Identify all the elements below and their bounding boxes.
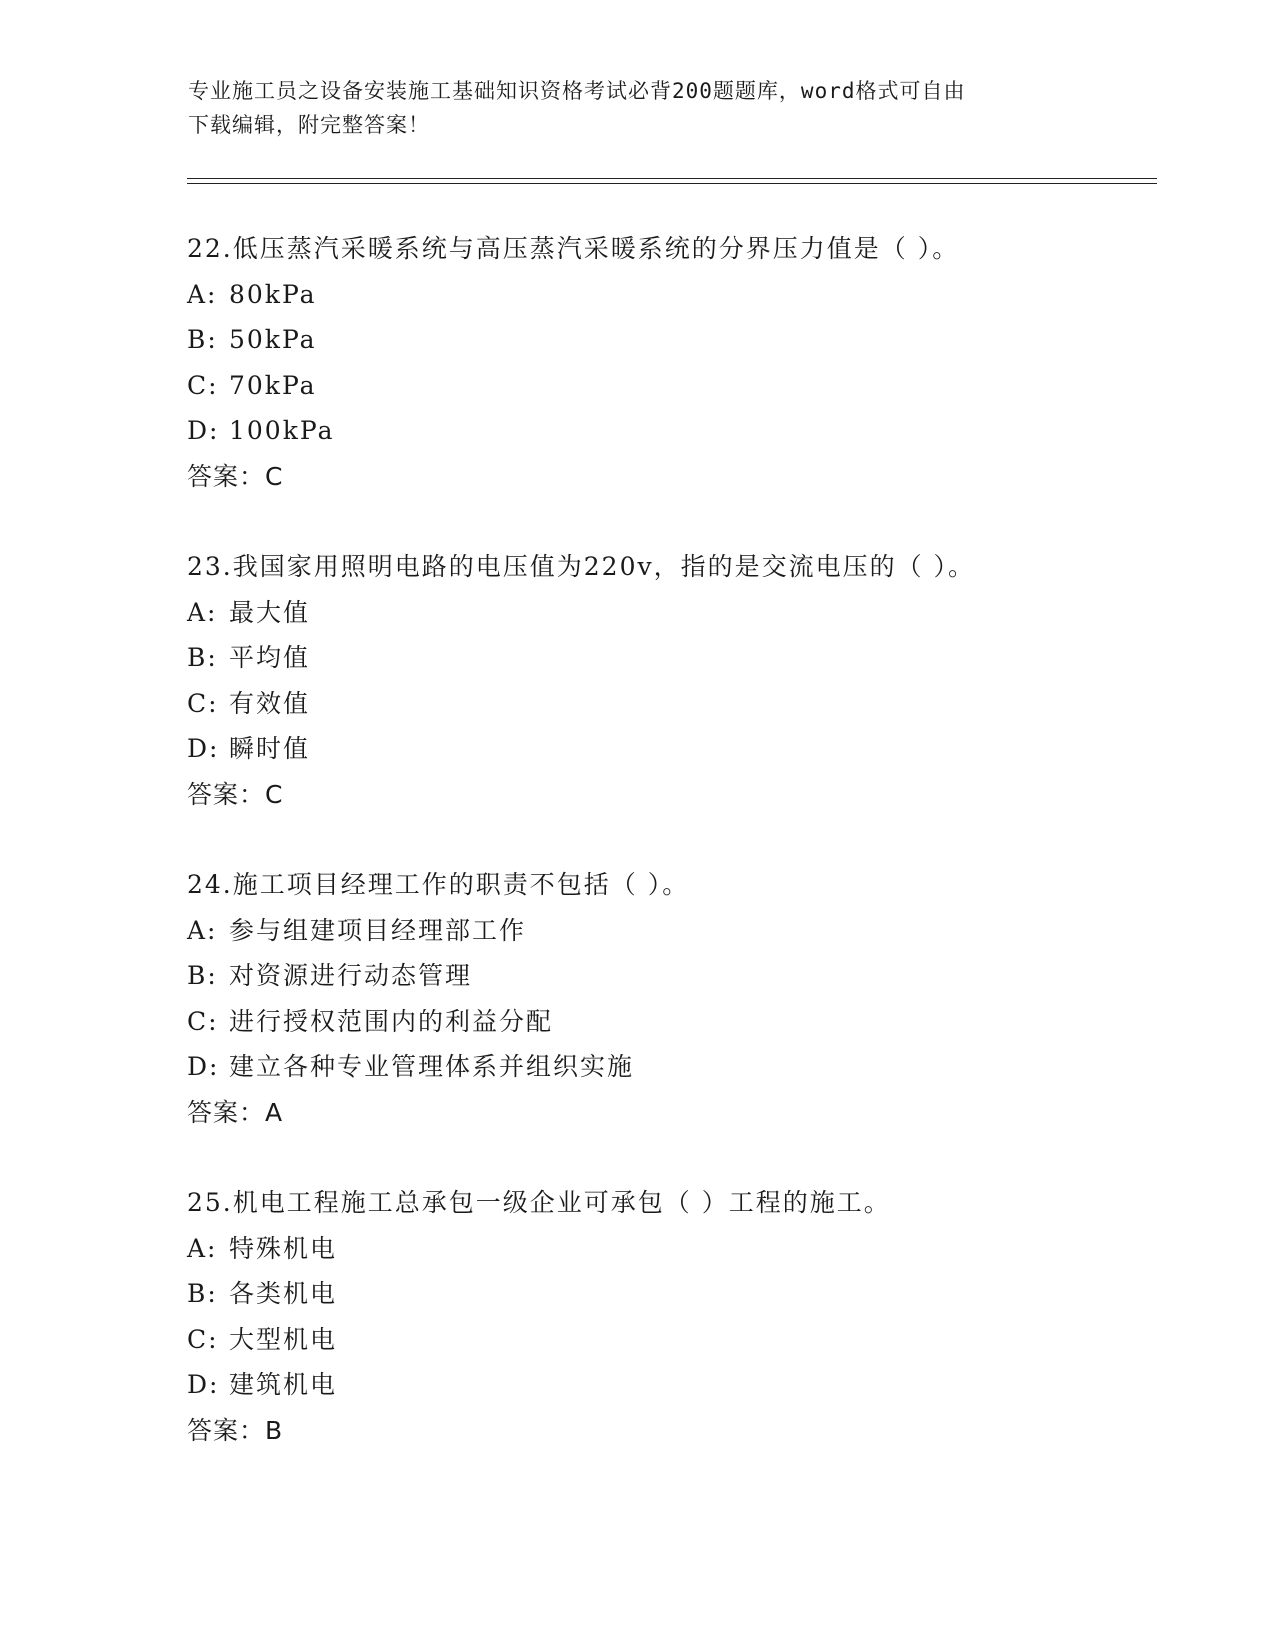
option-key: C: — [187, 1006, 219, 1036]
option-key: B: — [187, 643, 218, 672]
option-text: 对资源进行动态管理 — [229, 961, 473, 990]
option-d — [187, 408, 1167, 454]
option-key: B: — [187, 325, 218, 354]
question-22 — [187, 226, 1167, 499]
option-d — [187, 1044, 1167, 1090]
answer-line: 答案：C — [187, 779, 284, 809]
document-header — [188, 74, 1088, 142]
option-text: 平均值 — [229, 643, 311, 672]
option-key: A: — [187, 1233, 218, 1263]
option-text: 建筑机电 — [229, 1370, 338, 1399]
option-text: 各类机电 — [229, 1279, 338, 1308]
option-b — [187, 953, 1167, 999]
option-text: 最大值 — [229, 597, 311, 627]
option-text: 瞬时值 — [229, 734, 311, 763]
option-key: D: — [187, 734, 220, 763]
option-a — [187, 1226, 1167, 1272]
header-divider-top — [187, 178, 1157, 179]
answer-line: 答案：C — [187, 461, 284, 491]
question-stem: 25.机电工程施工总承包一级企业可承包（ ）工程的施工。 — [187, 1188, 891, 1217]
option-c — [187, 681, 1167, 727]
header-line-1: 专业施工员之设备安装施工基础知识资格考试必背200题题库，word格式可自由 — [188, 79, 966, 103]
option-d — [187, 1362, 1167, 1408]
option-key: B: — [187, 1279, 218, 1308]
option-c — [187, 999, 1167, 1045]
option-text: 50kPa — [229, 325, 317, 354]
option-d — [187, 726, 1167, 772]
header-divider-bottom — [187, 183, 1157, 184]
header-line-2: 下载编辑，附完整答案！ — [188, 113, 430, 137]
option-a — [187, 590, 1167, 636]
option-b — [187, 635, 1167, 681]
question-24 — [187, 862, 1167, 1135]
option-text: 有效值 — [229, 688, 311, 718]
option-key: C: — [187, 370, 219, 400]
option-text: 80kPa — [229, 279, 317, 309]
option-key: A: — [187, 597, 218, 627]
question-23 — [187, 544, 1167, 817]
answer-line: 答案：A — [187, 1097, 284, 1127]
option-a — [187, 272, 1167, 318]
question-25 — [187, 1180, 1167, 1453]
option-key: C: — [187, 1324, 219, 1354]
option-key: D: — [187, 416, 220, 445]
option-text: 特殊机电 — [229, 1233, 338, 1263]
question-stem: 23.我国家用照明电路的电压值为220v，指的是交流电压的（ ）。 — [187, 552, 976, 581]
option-text: 参与组建项目经理部工作 — [229, 915, 527, 945]
option-key: D: — [187, 1052, 220, 1081]
option-key: B: — [187, 961, 218, 990]
option-text: 70kPa — [229, 370, 317, 400]
question-stem: 24.施工项目经理工作的职责不包括（ ）。 — [187, 870, 690, 899]
option-c — [187, 363, 1167, 409]
option-key: A: — [187, 915, 218, 945]
option-text: 大型机电 — [229, 1324, 338, 1354]
option-c — [187, 1317, 1167, 1363]
option-text: 进行授权范围内的利益分配 — [229, 1006, 554, 1036]
option-text: 100kPa — [229, 416, 335, 445]
option-b — [187, 1271, 1167, 1317]
option-key: A: — [187, 279, 218, 309]
option-text: 建立各种专业管理体系并组织实施 — [229, 1052, 635, 1081]
option-a — [187, 908, 1167, 954]
option-b — [187, 317, 1167, 363]
option-key: D: — [187, 1370, 220, 1399]
question-stem: 22.低压蒸汽采暖系统与高压蒸汽采暖系统的分界压力值是（ ）。 — [187, 234, 960, 263]
option-key: C: — [187, 688, 219, 718]
answer-line: 答案：B — [187, 1415, 284, 1445]
